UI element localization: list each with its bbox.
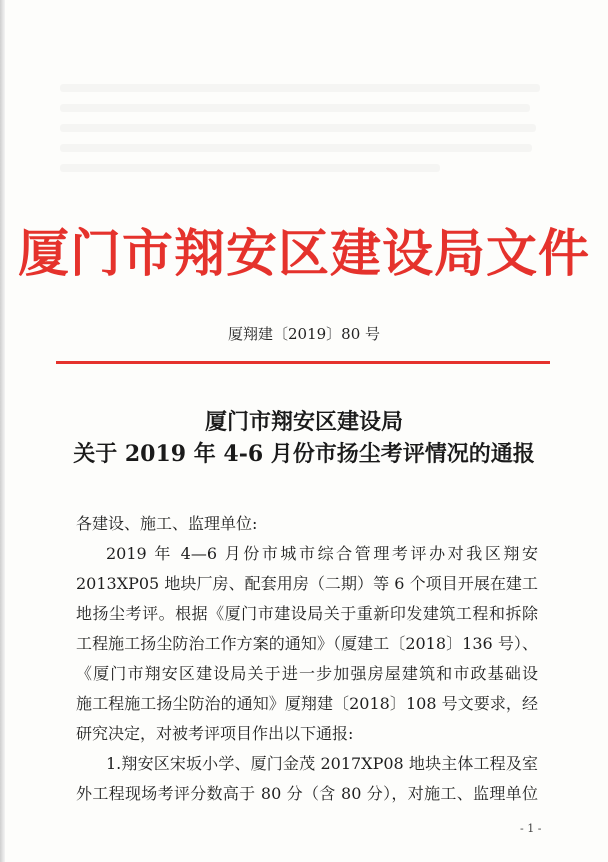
body-text-line: 1.翔安区宋坂小学、厦门金茂 2017XP08 地块主体工程及室 <box>106 754 538 773</box>
bleed-through-mark <box>60 144 532 152</box>
bleed-through-mark <box>60 124 536 132</box>
notice-title-line-2: 关于 2019 年 4-6 月份市扬尘考评情况的通报 <box>73 441 535 467</box>
body-text-line: 《厦门市翔安区建设局关于进一步加强房屋建筑和市政基础设 <box>76 664 538 683</box>
body-text-line: 施工程施工扬尘防治的通知》厦翔建〔2018〕108 号文要求，经 <box>76 694 538 713</box>
page-number: - 1 - <box>520 822 542 835</box>
bleed-through-mark <box>60 164 440 172</box>
notice-title-line-1: 厦门市翔安区建设局 <box>204 409 403 435</box>
body-text-line: 研究决定，对被考评项目作出以下通报: <box>76 724 354 743</box>
body-text-line: 工程施工扬尘防治工作方案的通知》（厦建工〔2018〕136 号）、 <box>76 634 538 653</box>
bleed-through-mark <box>60 84 540 92</box>
document-number: 厦翔建〔2019〕80 号 <box>227 325 381 343</box>
body-text-line: 2013XP05 地块厂房、配套用房（二期）等 6 个项目开展在建工 <box>76 574 538 593</box>
body-text-line: 外工程现场考评分数高于 80 分（含 80 分），对施工、监理单位 <box>76 784 538 803</box>
salutation: 各建设、施工、监理单位: <box>76 514 258 533</box>
document-issuer-header: 厦门市翔安区建设局文件 <box>17 224 590 284</box>
body-text-line: 2019 年 4—6 月份市城市综合管理考评办对我区翔安 <box>106 544 538 563</box>
red-divider-line <box>56 361 550 364</box>
bleed-through-mark <box>60 104 530 112</box>
body-text-line: 地扬尘考评。根据《厦门市建设局关于重新印发建筑工程和拆除 <box>76 604 538 623</box>
